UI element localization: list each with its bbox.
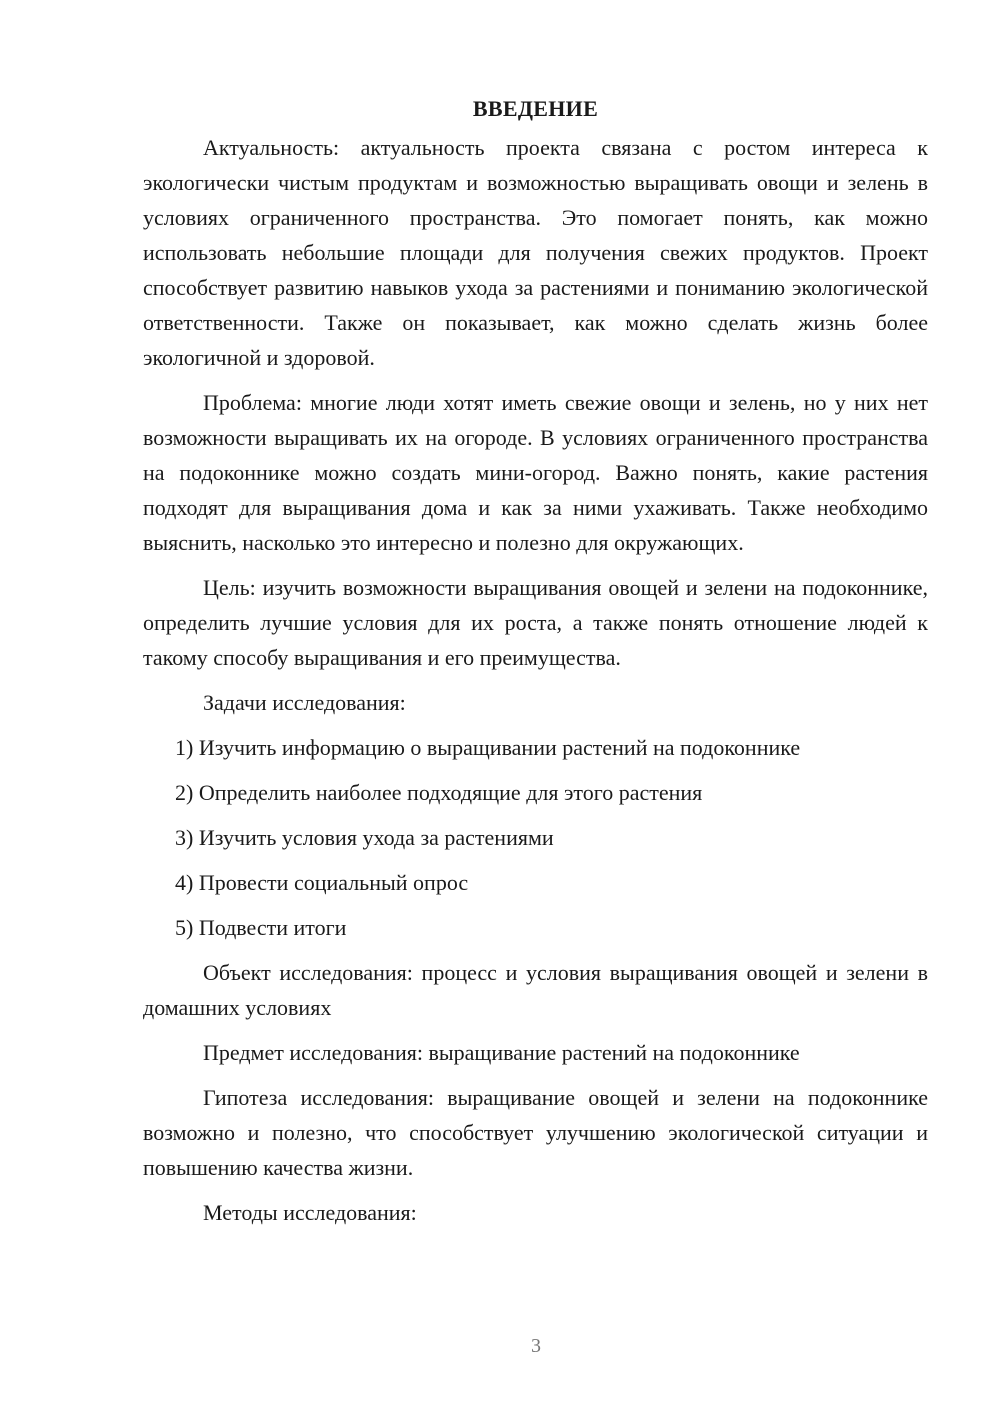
task-item: 4) Провести социальный опрос bbox=[175, 870, 469, 895]
task-item: 3) Изучить условия ухода за растениями bbox=[175, 825, 554, 850]
tasks-heading: Задачи исследования: bbox=[203, 690, 406, 715]
page-title: ВВЕДЕНИЕ bbox=[472, 96, 599, 121]
task-item: 2) Определить наиболее подходящие для этого растения bbox=[175, 780, 703, 805]
methods-heading: Методы исследования: bbox=[203, 1200, 417, 1225]
problem-paragraph: Проблема: многие люди хотят иметь свежие овощи и зелень, но у них нет возможности выращивать их на огороде. В условиях ограниченного пространства на подоконнике можно создать мини-огород. Важно понять, какие растения подходят для выращивания дома и как за ними ухаживать. Также необходимо выяснить, насколько это интересно и полезно для окружающих. bbox=[143, 390, 928, 555]
tasks-list bbox=[143, 730, 928, 945]
relevance-paragraph: Актуальность: актуальность проекта связана с ростом интереса к экологически чистым продуктам и возможностью выращивать овощи и зелень в условиях ограниченного пространства. Это помогает понять, как можно использовать небольшие площади для получения свежих продуктов. Проект способствует развитию навыков ухода за растениями и пониманию экологической ответственности. Также он показывает, как можно сделать жизнь более экологичной и здоровой. bbox=[143, 135, 928, 370]
object-paragraph: Объект исследования: процесс и условия выращивания овощей и зелени в домашних условиях bbox=[143, 960, 928, 1020]
task-item: 1) Изучить информацию о выращивании растений на подоконнике bbox=[175, 735, 801, 760]
hypothesis-paragraph: Гипотеза исследования: выращивание овощей и зелени на подоконнике возможно и полезно, что способствует улучшению экологической ситуации и повышению качества жизни. bbox=[143, 1085, 928, 1180]
subject-paragraph: Предмет исследования: выращивание растений на подоконнике bbox=[203, 1040, 800, 1065]
page-number: 3 bbox=[531, 1335, 541, 1357]
goal-paragraph: Цель: изучить возможности выращивания овощей и зелени на подоконнике, определить лучшие условия для их роста, а также понять отношение людей к такому способу выращивания и его преимущества. bbox=[143, 575, 928, 670]
document-page bbox=[143, 92, 928, 1240]
task-item: 5) Подвести итоги bbox=[175, 915, 347, 940]
